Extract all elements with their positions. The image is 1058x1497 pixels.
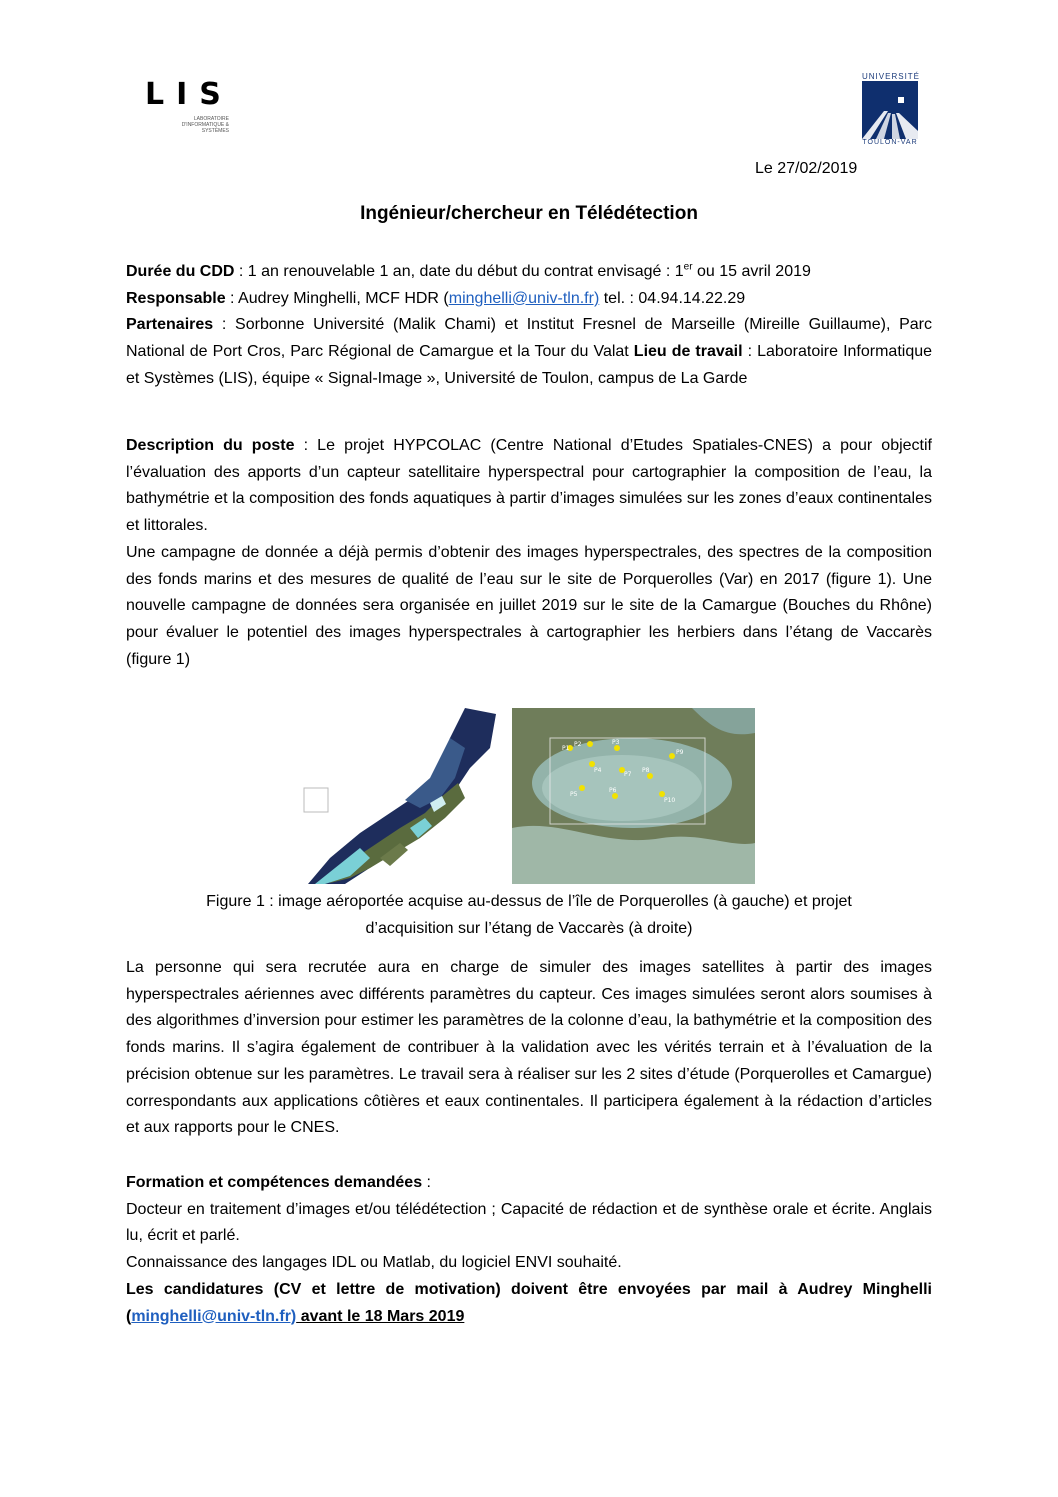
- map-point-label: P1: [562, 745, 570, 752]
- responsable-tel: tel. : 04.94.14.22.29: [599, 289, 746, 307]
- responsable-text: : Audrey Minghelli, MCF HDR (: [225, 289, 449, 307]
- vaccares-map-svg: [512, 708, 755, 884]
- university-logo-bottom: TOULON-VAR: [862, 139, 918, 146]
- map-point-label: P10: [664, 797, 676, 804]
- description-text-1: : Le projet HYPCOLAC (Centre National d’Etudes Spatiales-CNES) a pour objectif l’évaluation des apports d’un capteur satellitaire hyperspectral pour cartographier la composition de l’eau, la bathymétrie et la composition des fonds aquatiques à partir d’images simulées sur les zones d’eaux continentales et littorales.: [126, 437, 932, 535]
- lieu-label: Lieu de travail: [633, 343, 743, 361]
- description-label: Description du poste: [126, 437, 295, 454]
- figure-caption: [126, 889, 932, 942]
- formation-line-2: Connaissance des langages IDL ou Matlab, du logiciel ENVI souhaité.: [126, 1254, 622, 1272]
- candidature-paragraph: [126, 1277, 932, 1330]
- map-point-label: P5: [570, 791, 578, 798]
- figure-caption-line-1: Figure 1 : image aéroportée acquise au-dessus de l’île de Porquerolles (à gauche) et projet: [206, 893, 852, 910]
- formation-label-suffix: :: [422, 1174, 431, 1191]
- duree-text: : 1 an renouvelable 1 an, date du début du contrat envisagé : 1: [234, 263, 684, 280]
- lis-logo: [145, 77, 233, 140]
- map-point-label: P7: [624, 771, 632, 778]
- partenaires-label: Partenaires: [126, 316, 214, 334]
- candidature-email-link[interactable]: minghelli@univ-tln.fr): [131, 1307, 297, 1325]
- formation-line-1: Docteur en traitement d’images et/ou télédétection ; Capacité de rédaction et de synthèse orale et écrite. Anglais lu, écrit et parlé.: [126, 1200, 932, 1245]
- university-emblem-icon: [862, 81, 918, 139]
- duree-line: [126, 259, 932, 286]
- document-title: Ingénieur/chercheur en Télédétection: [360, 203, 698, 224]
- map-point-label: P3: [612, 739, 620, 746]
- map-point-label: P9: [676, 749, 684, 756]
- description-paragraph-1: [126, 433, 932, 540]
- map-point-label: P6: [609, 787, 617, 794]
- candidature-paren: (: [126, 1307, 132, 1325]
- partenaires-paragraph: [126, 312, 932, 392]
- responsable-label: Responsable: [126, 289, 226, 307]
- duree-sup: er: [683, 261, 693, 273]
- porquerolles-aerial-image: [300, 708, 505, 884]
- partenaires-text: : Sorbonne Université (Malik Chami) et Institut Fresnel de Marseille (Mireille Guillaume), Parc National de Port Cros, Parc Régional de Camargue et la Tour du Valat: [126, 316, 932, 361]
- info-block: [126, 259, 932, 393]
- description-block: [126, 433, 932, 673]
- formation-block: [126, 1170, 932, 1330]
- vaccares-map-image: [512, 708, 755, 884]
- map-point-label: P8: [642, 767, 650, 774]
- formation-heading: [126, 1170, 932, 1197]
- description-paragraph-2: Une campagne de donnée a déjà permis d’obtenir des images hyperspectrales, des spectres de la composition des fonds marins et des mesures de qualité de l’eau sur le site de Porquerolles (Var) en 2017 (figure 1). Une nouvelle campagne de données sera organisée en juillet 2019 sur le site de la Camargue (Bouches du Rhône) pour évaluer le potentiel des images hyperspectrales à cartographier les herbiers dans l’étang de Vaccarès (figure 1): [126, 543, 932, 668]
- duree-end: ou 15 avril 2019: [692, 263, 811, 280]
- lis-logo-subtitle: LABORATOIRE D'INFORMATIQUE & SYSTÈMES: [181, 116, 229, 134]
- formation-label: Formation et compétences demandées: [126, 1174, 423, 1191]
- map-point-label: P4: [594, 767, 602, 774]
- document-date: Le 27/02/2019: [755, 160, 858, 177]
- candidature-deadline: avant le 18 Mars 2019: [296, 1307, 465, 1325]
- responsable-line: [126, 286, 932, 313]
- university-logo-top: UNIVERSITÉ: [862, 72, 921, 81]
- university-logo: [862, 72, 921, 154]
- lis-logo-text: LIS: [145, 77, 233, 112]
- university-logo-emblem: [862, 81, 918, 139]
- responsable-email-link[interactable]: minghelli@univ-tln.fr): [448, 289, 600, 307]
- candidature-text: Les candidatures (CV et lettre de motivation) doivent être envoyées par mail à Audrey Minghelli: [126, 1280, 932, 1298]
- map-point-label: P2: [574, 741, 582, 748]
- figure-1: [300, 708, 760, 884]
- figure-caption-line-2: d’acquisition sur l’étang de Vaccarès (à droite): [365, 919, 693, 937]
- lieu-text: : Laboratoire Informatique et Systèmes (LIS), équipe « Signal-Image », Université de Toulon, campus de La Garde: [126, 343, 933, 387]
- duree-label: Durée du CDD: [126, 263, 235, 280]
- mission-paragraph: La personne qui sera recrutée aura en charge de simuler des images satellites à partir des images hyperspectrales aériennes avec différents paramètres du capteur. Ces images simulées seront alors soumises à des algorithmes d’inversion pour estimer les paramètres de la colonne d’eau, la bathymétrie et la composition des fonds marins. Il s’agira également de contribuer à la validation avec les vérités terrain et à l’évaluation de la précision obtenue sur les paramètres. Le travail sera à réaliser sur les 2 sites d’étude (Porquerolles et Camargue) correspondants aux applications côtières et eaux continentales. Il participera également à la rédaction d’articles et aux rapports pour le CNES.: [126, 959, 932, 1137]
